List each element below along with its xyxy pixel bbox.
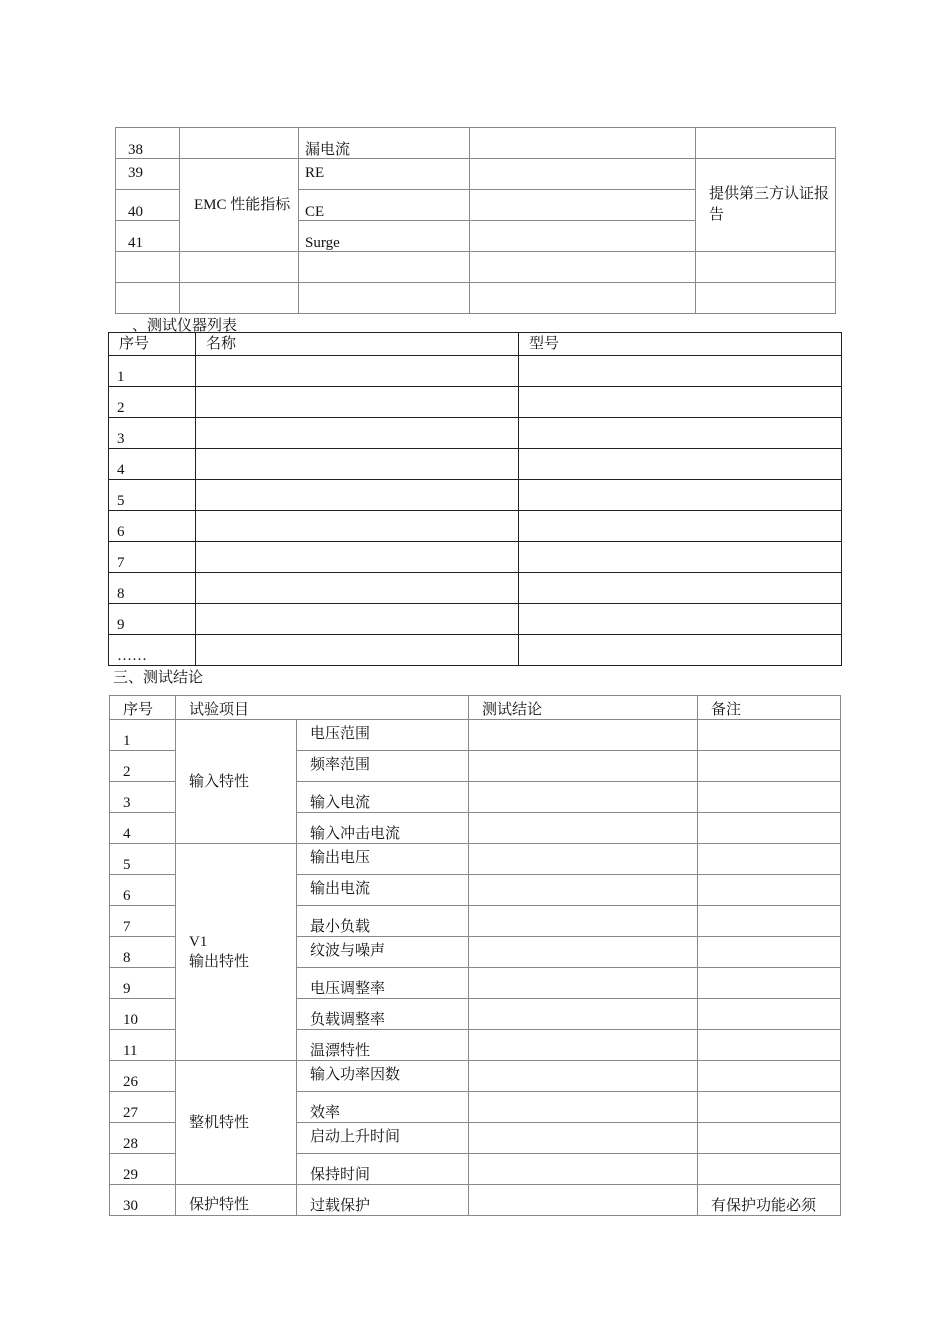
conclusion-title: 三、测试结论 (113, 670, 204, 686)
table-row (109, 573, 842, 604)
model-cell (519, 449, 842, 480)
conclusion-table (109, 695, 841, 1216)
item-name: 电压范围 (297, 720, 469, 751)
row-number: 41 (116, 221, 180, 252)
row-number: 27 (110, 1092, 176, 1123)
name-cell (196, 356, 519, 387)
name-cell (196, 387, 519, 418)
table-row (116, 159, 836, 190)
table-row (109, 449, 842, 480)
header-no: 序号 (109, 333, 196, 356)
result-cell (469, 875, 698, 906)
model-cell (519, 418, 842, 449)
remark-cell: 有保护功能必须 (698, 1185, 841, 1216)
remark-cell (698, 1154, 841, 1185)
row-number: 3 (109, 418, 196, 449)
table-row (109, 387, 842, 418)
item-name: 温漂特性 (297, 1030, 469, 1061)
row-number: 9 (109, 604, 196, 635)
item-name: 输出电流 (297, 875, 469, 906)
header-model: 型号 (519, 333, 842, 356)
table-row (116, 283, 836, 314)
table-row (116, 128, 836, 159)
table-row (109, 480, 842, 511)
result-cell (470, 221, 696, 252)
group-label: 整机特性 (176, 1061, 297, 1185)
model-cell (519, 480, 842, 511)
result-cell (469, 751, 698, 782)
header-name: 名称 (196, 333, 519, 356)
emc-table (115, 127, 836, 314)
model-cell (519, 635, 842, 666)
row-number: 26 (110, 1061, 176, 1092)
remark-cell (698, 1061, 841, 1092)
row-number: 38 (116, 128, 180, 159)
table-header (109, 333, 842, 356)
name-cell (196, 418, 519, 449)
model-cell (519, 604, 842, 635)
remark-cell (698, 751, 841, 782)
item-name: 负载调整率 (297, 999, 469, 1030)
name-cell (196, 511, 519, 542)
item-name: 纹波与噪声 (297, 937, 469, 968)
table-row (110, 1061, 841, 1092)
result-cell (469, 1092, 698, 1123)
item-name: 漏电流 (299, 128, 470, 159)
instrument-list-title: 、测试仪器列表 (132, 318, 238, 334)
remark-cell (698, 1092, 841, 1123)
row-number: 11 (110, 1030, 176, 1061)
note-cell (696, 128, 836, 159)
result-cell (469, 782, 698, 813)
result-cell (469, 844, 698, 875)
row-number: 2 (109, 387, 196, 418)
header-item: 试验项目 (176, 696, 469, 720)
item-name: 电压调整率 (297, 968, 469, 999)
model-cell (519, 542, 842, 573)
item-name: Surge (299, 221, 470, 252)
name-cell (196, 604, 519, 635)
group-label: 保护特性 (176, 1185, 297, 1216)
row-number: 2 (110, 751, 176, 782)
model-cell (519, 387, 842, 418)
table-row (109, 604, 842, 635)
item-name: 输入电流 (297, 782, 469, 813)
table-row (110, 844, 841, 875)
row-number: 10 (110, 999, 176, 1030)
row-number: 9 (110, 968, 176, 999)
model-cell (519, 511, 842, 542)
result-cell (469, 968, 698, 999)
item-name: 过载保护 (297, 1185, 469, 1216)
model-cell (519, 573, 842, 604)
row-number: 8 (110, 937, 176, 968)
result-cell (469, 1154, 698, 1185)
result-cell (469, 1061, 698, 1092)
item-name: 启动上升时间 (297, 1123, 469, 1154)
remark-cell (698, 937, 841, 968)
name-cell (196, 573, 519, 604)
result-cell (469, 999, 698, 1030)
model-cell (519, 356, 842, 387)
name-cell (196, 542, 519, 573)
row-number: 1 (110, 720, 176, 751)
remark-cell (698, 813, 841, 844)
row-number: 39 (116, 159, 180, 190)
group-label: EMC 性能指标 (180, 159, 299, 252)
item-name: 输入功率因数 (297, 1061, 469, 1092)
row-number: 7 (110, 906, 176, 937)
remark-cell (698, 875, 841, 906)
item-name: RE (299, 159, 470, 190)
result-cell (469, 720, 698, 751)
result-cell (470, 190, 696, 221)
row-number: 3 (110, 782, 176, 813)
table-row (116, 252, 836, 283)
item-name: 效率 (297, 1092, 469, 1123)
result-cell (470, 128, 696, 159)
group-label-line2: 输出特性 (189, 954, 250, 970)
result-cell (469, 1123, 698, 1154)
row-number: 5 (110, 844, 176, 875)
table-row (110, 720, 841, 751)
remark-cell (698, 1030, 841, 1061)
table-row (109, 418, 842, 449)
result-cell (469, 813, 698, 844)
item-name: 频率范围 (297, 751, 469, 782)
row-number: 7 (109, 542, 196, 573)
group-cell (180, 128, 299, 159)
table-header (110, 696, 841, 720)
result-cell (469, 1185, 698, 1216)
row-number: 30 (110, 1185, 176, 1216)
name-cell (196, 449, 519, 480)
item-name: 输入冲击电流 (297, 813, 469, 844)
item-name: 输出电压 (297, 844, 469, 875)
header-remark: 备注 (698, 696, 841, 720)
remark-cell (698, 1123, 841, 1154)
remark-cell (698, 999, 841, 1030)
remark-cell (698, 844, 841, 875)
row-number: 29 (110, 1154, 176, 1185)
table-row (109, 542, 842, 573)
row-number: 28 (110, 1123, 176, 1154)
item-name: 保持时间 (297, 1154, 469, 1185)
table-row (110, 1185, 841, 1216)
instrument-table (108, 332, 842, 666)
row-number: 4 (110, 813, 176, 844)
result-cell (469, 1030, 698, 1061)
remark-cell (698, 720, 841, 751)
table-row (109, 511, 842, 542)
row-number: 1 (109, 356, 196, 387)
name-cell (196, 480, 519, 511)
remark-cell (698, 968, 841, 999)
name-cell (196, 635, 519, 666)
remark-cell (698, 906, 841, 937)
header-result: 测试结论 (469, 696, 698, 720)
row-number: 4 (109, 449, 196, 480)
row-number: 5 (109, 480, 196, 511)
group-label (176, 844, 297, 1061)
row-number: …… (109, 635, 196, 666)
remark-cell (698, 782, 841, 813)
third-party-note: 提供第三方认证报告 (696, 159, 836, 252)
table-row (109, 635, 842, 666)
row-number: 6 (109, 511, 196, 542)
group-label: 输入特性 (176, 720, 297, 844)
item-name: CE (299, 190, 470, 221)
item-name: 最小负载 (297, 906, 469, 937)
result-cell (469, 906, 698, 937)
result-cell (469, 937, 698, 968)
row-number: 8 (109, 573, 196, 604)
header-no: 序号 (110, 696, 176, 720)
table-row (109, 356, 842, 387)
row-number: 6 (110, 875, 176, 906)
group-label-line1: V1 (189, 934, 208, 950)
result-cell (470, 159, 696, 190)
row-number: 40 (116, 190, 180, 221)
